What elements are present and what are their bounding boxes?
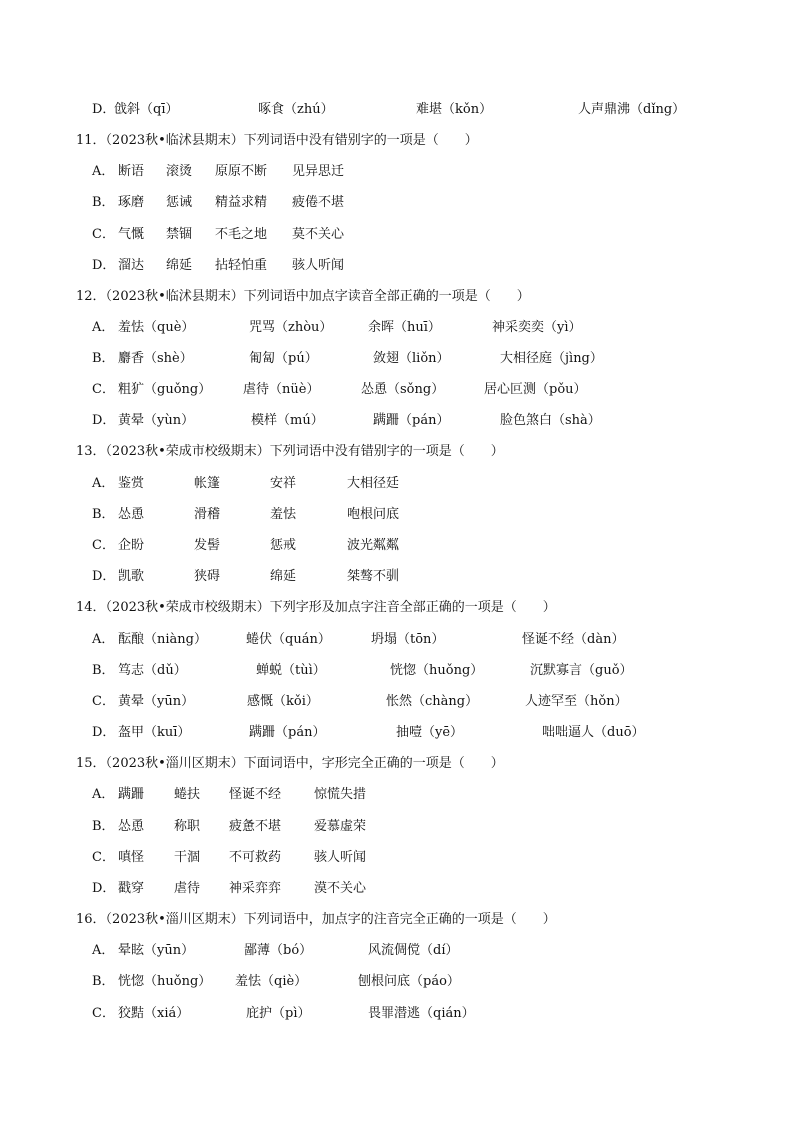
option-item: 惊慌失措 [314,787,367,802]
option-label: D． [92,881,116,896]
option-item: 滚烫 [166,164,193,179]
option-item: 禁锢 [166,227,193,242]
option-item: 沉默寡言（guǒ） [530,663,633,678]
option-item: 狭碍 [194,569,221,584]
option-item: 脸色煞白（shà） [500,413,601,428]
option-item: 虐待 [174,881,201,896]
option-label: A． [92,632,115,647]
option-label: D． [92,258,116,273]
option-item: 羞怯 [270,507,297,522]
option-item: 鉴赏 [118,476,145,491]
option-item: 疲倦不堪 [292,195,345,210]
option-item: 畏罪潜逃（qián） [368,1006,475,1021]
option-item: 精益求精 [215,195,268,210]
option-item: 粗犷（guǒng） [118,382,212,397]
option-label: B． [92,195,115,210]
option-item: 见异思迁 [292,164,345,179]
option-item: 晕眩（yūn） [118,943,195,958]
option-item: 黄晕（yùn） [118,413,195,428]
option-label: B． [92,351,115,366]
option-label: C． [92,382,115,397]
option-item: 模样（mú） [251,413,324,428]
question-stem: 16．（2023秋•淄川区期末）下列词语中，加点字的注音完全正确的一项是（ ） [76,912,556,927]
option-item: 戗斜（qī） [114,102,179,117]
option-item: 安祥 [270,476,297,491]
option-item: 风流倜傥（dí） [368,943,459,958]
option-item: 黄晕（yūn） [118,694,195,709]
option-item: 怪诞不经 [229,787,282,802]
option-label: B． [92,507,115,522]
option-item: 坍塌（tōn） [371,632,445,647]
option-item: 骇人听闻 [292,258,345,273]
question-stem: 11．（2023秋•临沭县期末）下列词语中没有错别字的一项是（ ） [76,133,478,148]
option-item: 啄食（zhú） [258,102,334,117]
option-label: C． [92,694,115,709]
option-item: 余晖（huī） [368,320,441,335]
option-item: 刨根问底（páo） [358,974,460,989]
option-item: 波光粼粼 [347,538,400,553]
option-label: A． [92,320,115,335]
option-item: 怪诞不经（dàn） [522,632,625,647]
option-item: 不毛之地 [215,227,268,242]
option-item: 蹒跚（pán） [373,413,450,428]
option-item: 断语 [118,164,145,179]
option-item: 神采奕奕（yì） [492,320,582,335]
option-item: 感慨（kǒi） [247,694,319,709]
option-item: 恍惚（huǒng） [118,974,212,989]
option-label: C． [92,538,115,553]
option-item: 咒骂（zhòu） [249,320,333,335]
option-item: 笃志（dǔ） [118,663,187,678]
option-label: D． [92,569,116,584]
option-item: 企盼 [118,538,145,553]
option-item: 难堪（kǒn） [416,102,493,117]
option-item: 抽噎（yē） [396,725,464,740]
option-item: 拈轻怕重 [215,258,268,273]
option-item: 神采弈弈 [229,881,282,896]
option-item: 骇人听闻 [314,850,367,865]
option-item: 虐待（nüè） [243,382,320,397]
option-item: 惩戒 [270,538,297,553]
option-item: 干涸 [174,850,201,865]
option-item: 咄咄逼人（duō） [542,725,645,740]
option-item: 凯歌 [118,569,145,584]
option-item: 人声鼎沸（dǐng） [578,102,686,117]
option-item: 莫不关心 [292,227,345,242]
option-item: 恍惚（huǒng） [390,663,484,678]
option-item: 漠不关心 [314,881,367,896]
option-item: 怅然（chàng） [386,694,479,709]
option-label: B． [92,819,115,834]
option-item: 大相径庭（jìng） [500,351,603,366]
option-item: 居心叵测（pǒu） [484,382,587,397]
option-label: A． [92,943,115,958]
option-item: 惩诫 [166,195,193,210]
option-item: 怂恿（sǒng） [361,382,445,397]
option-item: 怂恿 [118,819,145,834]
option-item: 蹒跚（pán） [249,725,326,740]
option-item: 麝香（shè） [118,351,193,366]
option-label: C． [92,850,115,865]
option-item: 鄙薄（bó） [244,943,313,958]
option-label: C． [92,227,115,242]
option-item: 庇护（pì） [246,1006,311,1021]
option-item: 不可救药 [229,850,282,865]
option-label: B． [92,663,115,678]
option-item: 蜷伏（quán） [246,632,331,647]
option-item: 羞怯（què） [118,320,195,335]
question-stem: 14．（2023秋•荣成市校级期末）下列字形及加点字注音全部正确的一项是（ ） [76,600,556,615]
option-label: A． [92,164,115,179]
option-item: 疲惫不堪 [229,819,282,834]
option-item: 盔甲（kuī） [118,725,191,740]
option-label: A． [92,476,115,491]
question-stem: 15．（2023秋•淄川区期末）下面词语中，字形完全正确的一项是（ ） [76,756,504,771]
option-label: D． [92,102,116,117]
option-item: 气慨 [118,227,145,242]
option-label: D． [92,725,116,740]
option-item: 蹒跚 [118,787,145,802]
option-item: 帐篷 [194,476,221,491]
option-item: 溜达 [118,258,145,273]
option-item: 蝉蜕（tùì） [256,663,326,678]
option-item: 敛翅（liǒn） [373,351,450,366]
option-item: 狡黠（xiá） [118,1006,190,1021]
option-item: 蜷扶 [174,787,201,802]
option-item: 琢磨 [118,195,145,210]
option-item: 酝酿（niàng） [118,632,207,647]
option-item: 发髻 [194,538,221,553]
option-item: 原原不断 [215,164,268,179]
option-item: 绵延 [270,569,297,584]
option-item: 咆根问底 [347,507,400,522]
option-item: 滑稽 [194,507,221,522]
option-item: 嗔怪 [118,850,145,865]
option-item: 羞怯（qiè） [235,974,308,989]
question-stem: 13．（2023秋•荣成市校级期末）下列词语中没有错别字的一项是（ ） [76,444,504,459]
option-item: 桀骜不驯 [347,569,400,584]
option-item: 称职 [174,819,201,834]
option-item: 戳穿 [118,881,145,896]
option-item: 大相径廷 [347,476,400,491]
option-item: 绵延 [166,258,193,273]
option-item: 怂恿 [118,507,145,522]
option-item: 爱慕虚荣 [314,819,367,834]
option-item: 人迹罕至（hǒn） [525,694,628,709]
option-label: B． [92,974,115,989]
option-label: D． [92,413,116,428]
option-item: 匍匐（pú） [249,351,318,366]
question-stem: 12．（2023秋•临沭县期末）下列词语中加点字读音全部正确的一项是（ ） [76,289,530,304]
option-label: A． [92,787,115,802]
option-label: C． [92,1006,115,1021]
